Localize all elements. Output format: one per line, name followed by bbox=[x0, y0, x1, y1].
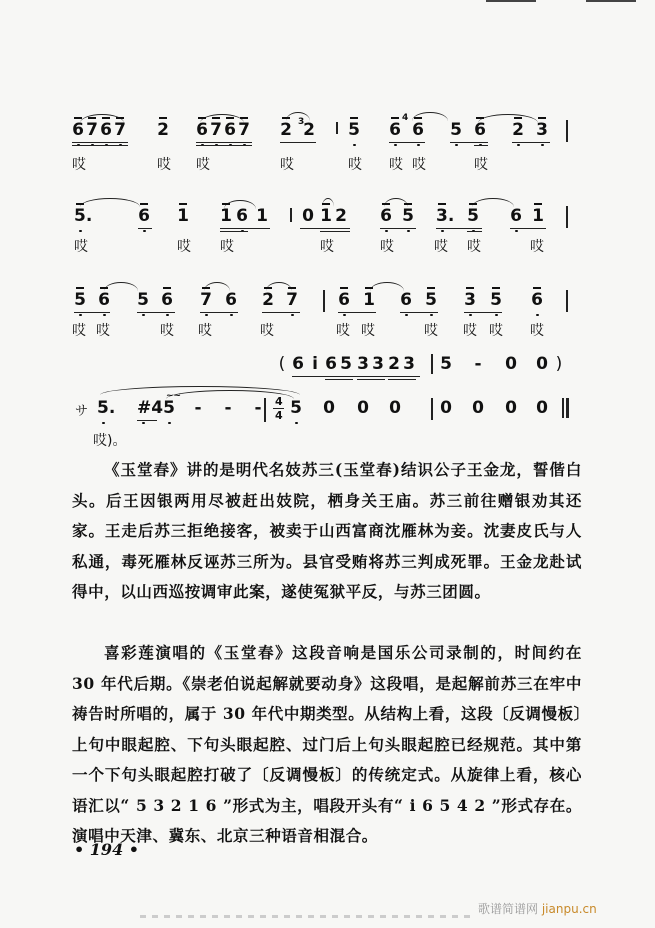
open-paren: ( bbox=[278, 354, 286, 374]
note: 0 bbox=[323, 398, 335, 418]
scan-artifact bbox=[140, 915, 470, 918]
note: 2 bbox=[335, 206, 347, 226]
note: 0 bbox=[302, 206, 314, 226]
lyric: 哎 bbox=[530, 323, 544, 339]
barline bbox=[431, 354, 433, 374]
final-barline bbox=[562, 398, 564, 418]
note: 1 bbox=[177, 206, 189, 226]
barline bbox=[566, 120, 568, 142]
note: i bbox=[312, 354, 318, 374]
note: 6 bbox=[138, 206, 150, 226]
barline bbox=[566, 206, 568, 228]
note: 0 bbox=[472, 398, 484, 418]
note: 6 bbox=[325, 354, 337, 374]
time-signature-top: 4 bbox=[275, 395, 283, 408]
note: - bbox=[254, 398, 262, 418]
free-meter-mark: サ bbox=[75, 404, 89, 419]
lyric: 哎 bbox=[463, 323, 477, 339]
lyric: 哎 bbox=[336, 323, 350, 339]
lyric: 哎 bbox=[489, 323, 503, 339]
note: 6 bbox=[98, 290, 110, 310]
barline bbox=[264, 398, 266, 422]
lyric: 哎 bbox=[380, 239, 394, 255]
note: 0 bbox=[536, 354, 548, 374]
note: 1 bbox=[320, 206, 332, 226]
note: 7 bbox=[238, 120, 250, 140]
note: 6 bbox=[389, 120, 401, 140]
note: 6 bbox=[292, 354, 304, 374]
note: 6 bbox=[400, 290, 412, 310]
watermark-cn: 歌谱简谱网 bbox=[478, 902, 539, 916]
note: 6 bbox=[380, 206, 392, 226]
page-number: • 194 • bbox=[74, 840, 139, 859]
note: 2 bbox=[280, 120, 292, 140]
close-paren: ) bbox=[555, 354, 563, 374]
note: 7 bbox=[200, 290, 212, 310]
lyric: 哎 bbox=[96, 323, 110, 339]
note: 1 bbox=[256, 206, 268, 226]
note: 3 bbox=[464, 290, 476, 310]
note: 3 bbox=[403, 354, 415, 374]
note: 5 bbox=[137, 290, 149, 310]
note: 7 bbox=[86, 120, 98, 140]
note: 2 bbox=[303, 120, 315, 140]
note: 5. bbox=[97, 398, 109, 418]
lyric: 哎 bbox=[474, 157, 488, 173]
note: 0 bbox=[505, 398, 517, 418]
lyric: 哎 bbox=[260, 323, 274, 339]
note: #4 bbox=[137, 398, 149, 418]
watermark-en: jianpu.cn bbox=[541, 902, 597, 916]
note: 2 bbox=[262, 290, 274, 310]
note: 1 bbox=[363, 290, 375, 310]
time-signature-bottom: 4 bbox=[275, 409, 283, 422]
note: 5 bbox=[348, 120, 360, 140]
note: - bbox=[474, 354, 482, 374]
slur bbox=[370, 282, 404, 291]
lyric: 哎 bbox=[74, 239, 88, 255]
barline bbox=[336, 122, 338, 134]
note: 5 bbox=[163, 398, 175, 418]
note: 5 bbox=[467, 206, 479, 226]
note: 1 bbox=[532, 206, 544, 226]
lyric: 哎 bbox=[348, 157, 362, 173]
barline bbox=[323, 290, 325, 312]
lyric: 哎 bbox=[220, 239, 234, 255]
note: 0 bbox=[389, 398, 401, 418]
note: 1 bbox=[220, 206, 232, 226]
grace-note: 4 bbox=[402, 113, 409, 123]
lyric: 哎 bbox=[72, 323, 86, 339]
top-rule-right bbox=[586, 0, 636, 2]
note: 0 bbox=[505, 354, 517, 374]
note: 3 bbox=[357, 354, 369, 374]
note: 7 bbox=[210, 120, 222, 140]
note: 6 bbox=[100, 120, 112, 140]
barline bbox=[566, 290, 568, 312]
note: 7 bbox=[114, 120, 126, 140]
note: 7 bbox=[286, 290, 298, 310]
lyric: 哎 bbox=[280, 157, 294, 173]
note: 2 bbox=[388, 354, 400, 374]
lyric: 哎 bbox=[467, 239, 481, 255]
note: 5 bbox=[74, 290, 86, 310]
paragraph-story: 《玉堂春》讲的是明代名妓苏三(玉堂春)结识公子王金龙，誓偕白头。后王因银两用尽被赶出妓院，栖身关王庙。苏三前往赠银劝其还家。王走后苏三拒绝接客，被卖于山西富商沈雁林为妾。沈妻皮氏与人私通，毒死雁林反诬苏三所为。县官受贿将苏三判成死罪。王金龙赴试得中，以山西巡按调审此案，遂使冤狱平反，与苏三团圆。 bbox=[72, 460, 582, 601]
lyric: 哎 bbox=[424, 323, 438, 339]
note: 0 bbox=[357, 398, 369, 418]
lyric: 哎 bbox=[434, 239, 448, 255]
note: 6 bbox=[196, 120, 208, 140]
lyric: 哎 bbox=[389, 157, 403, 173]
lyric-end: 哎)。 bbox=[93, 433, 127, 449]
note: 5. bbox=[74, 206, 86, 226]
lyric: 哎 bbox=[160, 323, 174, 339]
note: 6 bbox=[72, 120, 84, 140]
note: 6 bbox=[531, 290, 543, 310]
note: 5 bbox=[490, 290, 502, 310]
lyric: 哎 bbox=[530, 239, 544, 255]
top-rule-left bbox=[486, 0, 536, 2]
note: 5 bbox=[450, 120, 462, 140]
lyric: 哎 bbox=[198, 323, 212, 339]
note: 6 bbox=[510, 206, 522, 226]
note: 6 bbox=[161, 290, 173, 310]
note: - bbox=[224, 398, 232, 418]
note: 6 bbox=[236, 206, 248, 226]
note: 6 bbox=[225, 290, 237, 310]
lyric: 哎 bbox=[177, 239, 191, 255]
lyric: 哎 bbox=[196, 157, 210, 173]
final-barline-thick bbox=[566, 398, 569, 418]
lyric: 哎 bbox=[72, 157, 86, 173]
note: 3 bbox=[536, 120, 548, 140]
barline bbox=[290, 208, 292, 222]
note: 6 bbox=[412, 120, 424, 140]
lyric: 哎 bbox=[320, 239, 334, 255]
note: 5 bbox=[290, 398, 302, 418]
note: 0 bbox=[440, 398, 452, 418]
note: 6 bbox=[338, 290, 350, 310]
note: 3 bbox=[372, 354, 384, 374]
slur bbox=[478, 114, 538, 123]
trill-mark: ~~ bbox=[166, 391, 182, 401]
lyric: 哎 bbox=[361, 323, 375, 339]
note: - bbox=[194, 398, 202, 418]
note: 6 bbox=[224, 120, 236, 140]
note: 0 bbox=[536, 398, 548, 418]
note: 2 bbox=[512, 120, 524, 140]
grace-note: 3 bbox=[298, 117, 305, 127]
watermark bbox=[478, 900, 597, 917]
lyric: 哎 bbox=[412, 157, 426, 173]
barline bbox=[431, 398, 433, 420]
note: 5 bbox=[340, 354, 352, 374]
note: 5 bbox=[440, 354, 452, 374]
note: 5 bbox=[425, 290, 437, 310]
note: 2 bbox=[157, 120, 169, 140]
paragraph-analysis: 喜彩莲演唱的《玉堂春》这段音响是国乐公司录制的，时间约在 30 年代后期。《崇老伯说起解就要动身》这段唱，是起解前苏三在牢中祷告时所唱的，属于 30 年代中期类型。从结构上看，这段〔反调慢板〕上句中眼起腔、下句头眼起腔、过门后上句头眼起腔已经规范。其中第一个下句头眼起腔打破了〔反调慢板〕的传统定式。从旋律上看，核心语汇以“ 5 3 2 1 6 ”形式为主，唱段开头有“ i 6 5 4 2 ”形式存在。演唱中天津、冀东、北京三种语音相混合。 bbox=[72, 643, 583, 845]
note: 6 bbox=[474, 120, 486, 140]
note: 3. bbox=[436, 206, 448, 226]
note: 5 bbox=[402, 206, 414, 226]
lyric: 哎 bbox=[157, 157, 171, 173]
